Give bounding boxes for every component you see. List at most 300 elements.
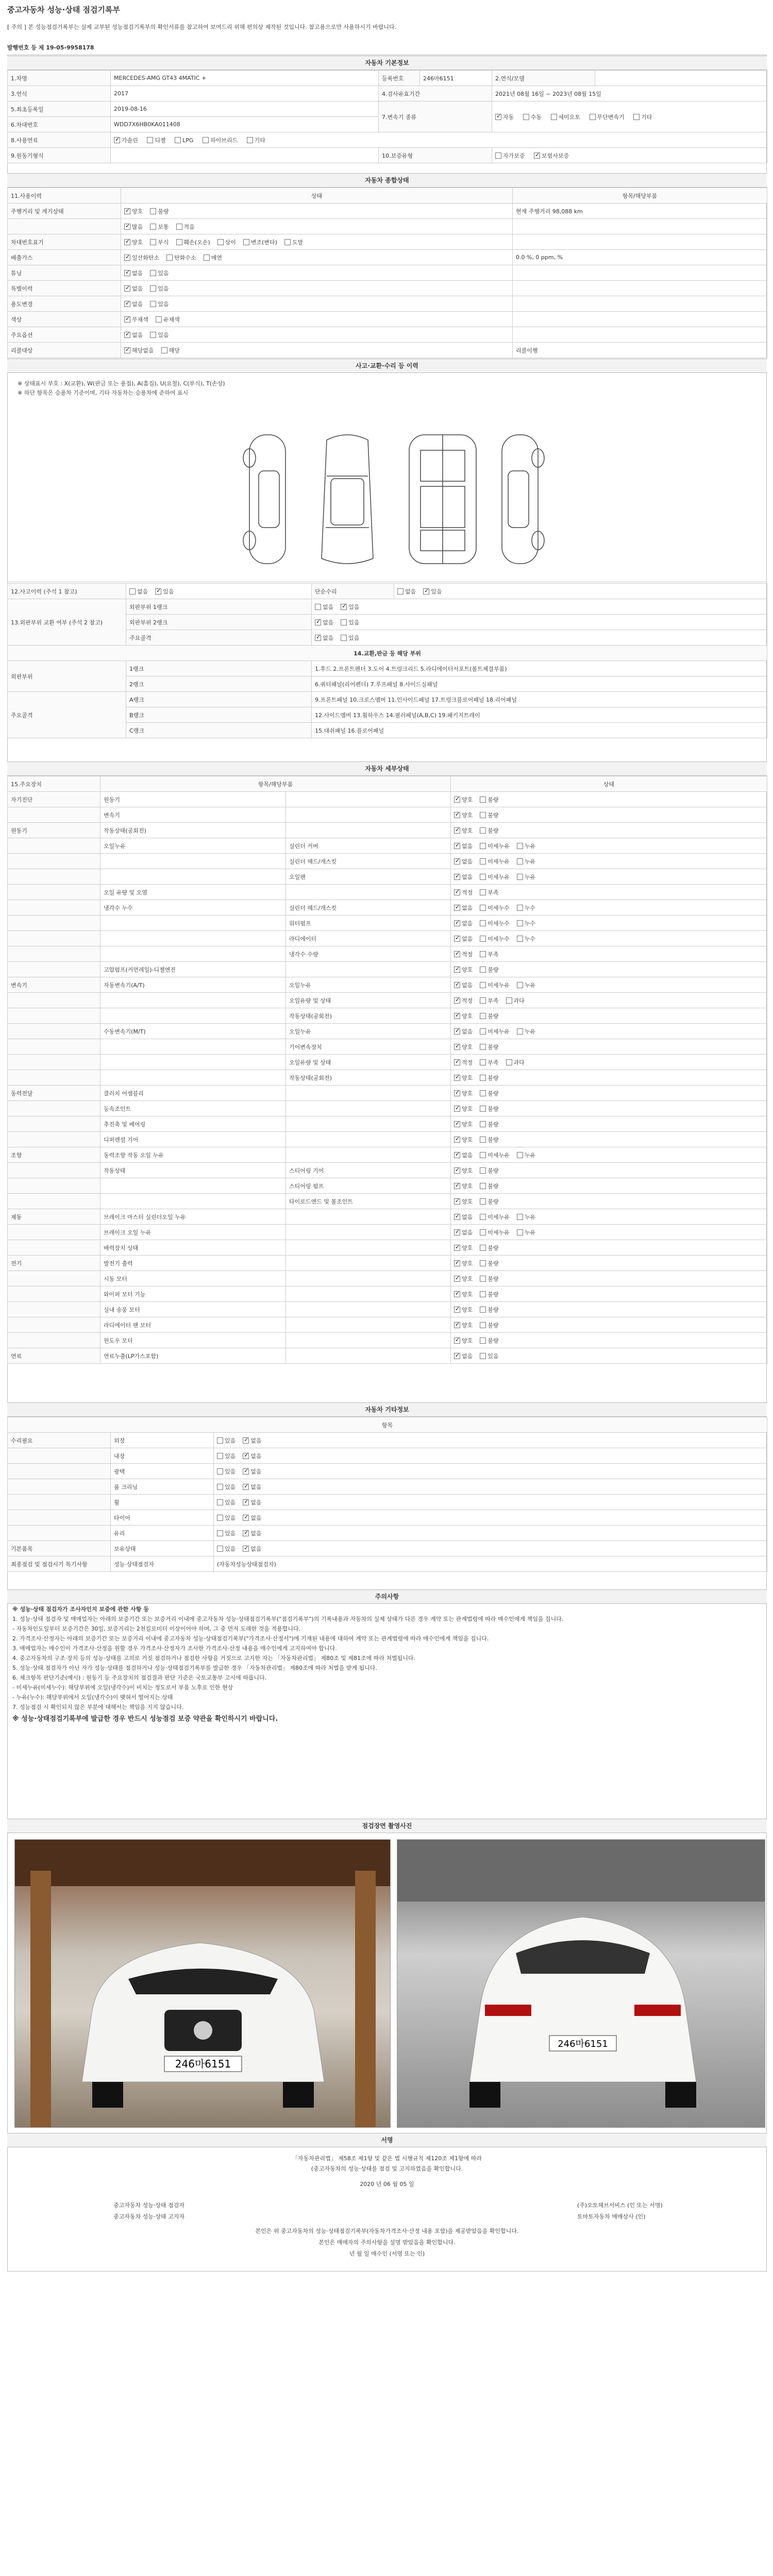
detail-group (8, 854, 100, 869)
detail-group (8, 1039, 100, 1055)
car-front-photo-icon (15, 1840, 391, 2128)
general-row-value: 리콜이행 (513, 343, 767, 358)
warranty-options: 자가보증 ✓ 보험사보증 (492, 148, 767, 163)
diagram-legend: ※ 상태표시 부호 : X(교환), W(판금 또는 용접), A(흠집), U(요철), C(부식), T(손상) ※ 하단 항목은 승용차 기준이며, 기타 자동차는 승용차에 준하여 표시 (18, 380, 225, 396)
checkbox-icon (480, 796, 486, 803)
checkbox-icon (517, 1214, 523, 1220)
checkbox-icon (480, 1322, 486, 1328)
checkbox-icon (155, 588, 161, 595)
detail-group (8, 1194, 100, 1209)
detail-subitem (286, 1302, 451, 1317)
detail-item: 작동상태 (100, 1163, 286, 1178)
checkbox-icon (166, 255, 173, 261)
label-car-name: 1.차명 (8, 71, 111, 86)
table-row: 냉각수 누수 실린더 헤드/개스킷 ✓ 없음 미세누수 누수 (8, 900, 767, 916)
checkbox-icon (204, 255, 210, 261)
section-photos: 점검장면 촬영사진 (7, 1819, 767, 1833)
detail-item (100, 1070, 286, 1086)
checkbox-icon (454, 936, 460, 942)
other-item: 외장 (111, 1433, 214, 1448)
checkbox-icon (217, 1453, 223, 1459)
checkbox-icon (454, 1229, 460, 1235)
general-row-label: 튜닝 (8, 265, 121, 281)
table-row: 주요옵션 ✓ 없음 있음 (8, 327, 767, 343)
general-row-label: 리콜대상 (8, 343, 121, 358)
checkbox-icon (176, 224, 182, 230)
general-row-value (513, 234, 767, 250)
checkbox-icon (454, 827, 460, 834)
checkbox-icon (454, 1307, 460, 1313)
checkbox-icon (454, 858, 460, 865)
checkbox-icon (506, 1059, 512, 1065)
checkbox-icon (480, 920, 486, 926)
car-right-side-icon (502, 435, 544, 564)
gen-h3: 항목/해당부품 (513, 188, 767, 204)
caution-line: - 미세누유(미세누수): 해당부위에 오일(냉각수)이 비치는 정도로서 부품 노후로 인한 현상 (12, 1684, 233, 1691)
general-row-label: 특별이력 (8, 281, 121, 296)
checkbox-icon (114, 137, 120, 143)
detail-item: 실내 송풍 모터 (100, 1302, 286, 1317)
checkbox-icon (217, 1484, 223, 1490)
table-row: 동력전달 클러치 어셈블리 ✓ 양호 불량 (8, 1086, 767, 1101)
table-row: 와이퍼 모터 기능 ✓ 양호 불량 (8, 1286, 767, 1302)
checkbox-icon (480, 1152, 486, 1158)
year-value: 2017 (111, 86, 379, 101)
checkbox-icon (150, 224, 156, 230)
checkbox-icon (454, 1106, 460, 1112)
detail-subitem: 작동상태(공회전) (286, 1008, 451, 1024)
rear-photo (397, 1839, 765, 2128)
checkbox-icon (397, 588, 404, 595)
basic-info-table (7, 70, 767, 163)
detail-item: 수동변속기(M/T) (100, 1024, 286, 1039)
checkbox-icon (480, 1337, 486, 1344)
detail-item: 변속기 (100, 807, 286, 823)
detail-subitem (286, 823, 451, 838)
detail-group (8, 1116, 100, 1132)
general-state-table (7, 188, 767, 358)
caution-line: 5. 성능·상태 점검자가 아닌 자가 성능·상태를 점검하거나 성능·상태점검기록부를 발급한 경우 「자동차관리법」 제80조에 따라 처벌을 받게 됩니다. (12, 1665, 377, 1671)
detail-item: 원동기 (100, 792, 286, 807)
checkbox-icon (147, 137, 153, 143)
sign-left: 중고자동차 성능·상태 점검자 중고자동차 성능·상태 고지자 (113, 2202, 185, 2220)
general-row-label: 주행거리 및 계기상태 (8, 204, 121, 219)
checkbox-icon (480, 1059, 486, 1065)
trans-auto: ✓ 자동 (495, 113, 514, 121)
checkbox-icon (480, 1106, 486, 1112)
checkbox-icon (454, 1059, 460, 1065)
table-row: 오일유량 및 상태 ✓ 적정 부족 과다 (8, 1055, 767, 1070)
car-name: MERCEDES-AMG GT43 4MATIC + (111, 71, 379, 86)
checkbox-icon (480, 812, 486, 818)
detail-table: 15.주요장치 항목/해당부품 상태 자기진단 원동기 ✓ 양호 불량 변속기 ✓ 양호 불량 원동기 작동상태(공회전) ✓ 양호 불량 오일누유 실린더 커버 ✓ 없음 미세누유 누유 실린더 헤드/개스킷 ✓ 없음 미세누유 누유 오일팬 ✓ 없음 미세누유 누유 오일 유량 및 오염 ✓ 적정 부족 냉각수 누수 실린더 헤드/개스킷 ✓ 없음 미세누수 누수 워터펌프 ✓ 없음 미세누수 누수 라디에이터 ✓ 없음 미세누수 누수 냉각수 수량 ✓ 적정 부족 고압펌프(커먼레일)-디젤엔진 ✓ 양호 불량 변속기 자동변속기(A/T) 오일누유 ✓ 없음 미세누유 누유 오일유량 및 상태 ✓ 적정 부족 과다 작동상태(공회전) ✓ 양호 불량 수동변속기(M/T) 오일누유 ✓ 없음 미세누유 누유 기어변속장치 ✓ 양호 불량 오일유량 및 상태 ✓ 적정 부족 과다 작동상태(공회전) ✓ 양호 불량 동력전달 클러치 어셈블리 ✓ 양호 불량 등속조인트 ✓ 양호 불량 추진축 및 베어링 ✓ 양호 불량 디퍼렌셜 기어 ✓ 양호 불량 조향 동력조향 작동 오일 누유 ✓ 없음 미세누유 누유 작동상태 스티어링 기어 ✓ 양호 불량 스티어링 펌프 ✓ 양호 불량 타이로드엔드 및 볼조인트 ✓ 양호 불량 제동 브레이크 마스터 실린더오일 누유 ✓ 없음 미세누유 누유 브레이크 오일 누유 ✓ 없음 미세누유 누유 배력장치 상태 ✓ 양호 불량 전기 발전기 출력 ✓ 양호 불량 시동 모터 ✓ 양호 불량 와이퍼 모터 기능 ✓ 양호 불량 실내 송풍 모터 ✓ 양호 불량 라디에이터 팬 모터 ✓ 양호 불량 윈도우 모터 ✓ 양호 불량 연료 연료누출(LP가스포함) ✓ 없음 있음 (7, 776, 767, 1364)
checkbox-icon (124, 255, 130, 261)
detail-item (100, 1055, 286, 1070)
table-row: 유리 있음✓ 없음 (8, 1526, 767, 1541)
checkbox-icon (243, 1453, 249, 1459)
table-row: 튜닝 ✓ 없음 있음 (8, 265, 767, 281)
general-row-label: 배출가스 (8, 250, 121, 265)
table-row: 내장 있음✓ 없음 (8, 1448, 767, 1464)
other-group (8, 1510, 111, 1526)
table-row: 등속조인트 ✓ 양호 불량 (8, 1101, 767, 1116)
detail-item: 시동 모터 (100, 1271, 286, 1286)
checkbox-icon (551, 114, 557, 120)
detail-item: 브레이크 마스터 실린더오일 누유 (100, 1209, 286, 1225)
detail-subitem (286, 1317, 451, 1333)
table-row: 디퍼렌셜 기어 ✓ 양호 불량 (8, 1132, 767, 1147)
detail-group (8, 1178, 100, 1194)
table-row: 변속기 자동변속기(A/T) 오일누유 ✓ 없음 미세누유 누유 (8, 977, 767, 993)
general-row-label: 색상 (8, 312, 121, 327)
checkbox-icon (495, 152, 501, 159)
checkbox-icon (217, 1515, 223, 1521)
checkbox-icon (454, 812, 460, 818)
sign-block: 「자동차관리법」 제58조 제1항 및 같은 법 시행규칙 제120조 제1항에 따라 (중고자동차의 성능·상태를 점검 및 고지하였음을 확인합니다. 2020 년 06 월 05 일 (292, 2155, 482, 2188)
detail-item (100, 993, 286, 1008)
label-plate: 등록번호 (379, 71, 420, 86)
caution-line: 3. 매매업자는 매수인이 가격조사·산정을 원할 경우 가격조사·산정자가 조사한 가격조사·산정 내용을 매수인에게 고지하여야 합니다. (12, 1645, 337, 1652)
detail-group (8, 1101, 100, 1116)
checkbox-icon (480, 997, 486, 1004)
checkbox-icon (454, 920, 460, 926)
checkbox-icon (284, 239, 291, 245)
general-row-value (513, 265, 767, 281)
detail-group (8, 962, 100, 977)
label-accident: 12.사고이력 (주석 1 참고) (8, 584, 126, 599)
detail-group: 자기진단 (8, 792, 100, 807)
label-trans: 7.변속기 종류 (379, 101, 492, 132)
other-item: 보유상태 (111, 1541, 214, 1556)
checkbox-icon (517, 982, 523, 988)
detail-group: 원동기 (8, 823, 100, 838)
table-row: 고압펌프(커먼레일)-디젤엔진 ✓ 양호 불량 (8, 962, 767, 977)
detail-item: 발전기 출력 (100, 1256, 286, 1271)
detail-subitem (286, 1256, 451, 1271)
detail-item: 디퍼렌셜 기어 (100, 1132, 286, 1147)
checkbox-icon (217, 1530, 223, 1536)
other-group (8, 1464, 111, 1479)
checkbox-icon (480, 1090, 486, 1096)
caution-line: ※ 성능·상태 점검자가 조사자인지 보증에 관한 사항 등 (12, 1606, 149, 1613)
detail-subitem: 오일유량 및 상태 (286, 993, 451, 1008)
checkbox-icon (341, 619, 347, 625)
caution-line: 7. 성능점검 시 확인되지 않은 부분에 대해서는 책임을 지지 않습니다. (12, 1704, 184, 1710)
general-row-value (513, 281, 767, 296)
label-valid: 4.검사유효기간 (379, 86, 492, 101)
checkbox-icon (523, 114, 529, 120)
detail-group (8, 1132, 100, 1147)
detail-item: 등속조인트 (100, 1101, 286, 1116)
checkbox-icon (534, 152, 540, 159)
plate-number: 246마6151 (420, 71, 492, 86)
checkbox-icon (454, 967, 460, 973)
detail-group (8, 1163, 100, 1178)
checkbox-icon (480, 1013, 486, 1019)
checkbox-icon (480, 1307, 486, 1313)
checkbox-icon (454, 951, 460, 957)
checkbox-icon (124, 239, 130, 245)
checkbox-icon (454, 1276, 460, 1282)
checkbox-icon (454, 1152, 460, 1158)
checkbox-icon (124, 316, 130, 323)
detail-item (100, 946, 286, 962)
general-row-label: 차대번호표기 (8, 234, 121, 250)
detail-item: 와이퍼 모터 기능 (100, 1286, 286, 1302)
other-group (8, 1479, 111, 1495)
gen-h2: 상태 (121, 188, 513, 204)
label-reg: 5.최초등록일 (8, 101, 111, 117)
checkbox-icon (124, 347, 130, 353)
other-item: 룸 크리닝 (111, 1479, 214, 1495)
checkbox-icon (341, 604, 347, 610)
table-row: 기어변속장치 ✓ 양호 불량 (8, 1039, 767, 1055)
checkbox-icon (454, 1137, 460, 1143)
detail-subitem: 작동상태(공회전) (286, 1070, 451, 1086)
detail-subitem (286, 1348, 451, 1364)
general-row-value (513, 219, 767, 234)
checkbox-icon (124, 224, 130, 230)
table-row: 배출가스 ✓ 일산화탄소 탄화수소 매연 0.0 %, 0 ppm, % (8, 250, 767, 265)
section-accident: 사고·교환·수리 등 이력 (7, 359, 767, 373)
accident-table: 12.사고이력 (주석 1 참고) 없음✓ 있음 단순수리 없음✓ 있음 13.외판부위 교환 여부 (주석 2 참고) 외판부위 1랭크 없음✓ 있음 외판부위 2랭크 ✓ 없음 있음 주요골격 ✓ 없음 있음 14.교환,판금 등 해당 부위 외판부위 1랭크 1.후드 2.프론트펜더 3.도어 4.트렁크리드 5.라디에이터서포트(볼트체결부품) 2랭크 6.쿼터패널(리어펜더) 7.루프패널 8.사이드실패널 주요골격 A랭크 9.프론트패널 10.크로스멤버 11.인사이드패널 17.트렁크플로어패널 18.리어패널 B랭크 12.사이드멤버 13.휠하우스 14.필러패널(A,B,C) 19.패키지트레이 C랭크 15.대쉬패널 16.플로어패널 (7, 583, 767, 738)
detail-item (100, 1039, 286, 1055)
section-basic-info: 자동차 기본정보 (7, 56, 767, 70)
checkbox-icon (454, 1013, 460, 1019)
label-engine: 9.원동기형식 (8, 148, 111, 163)
caution-line: 6. 체크항목 판단기준(예시) : 원동기 등 주요장치의 점검결과 판단 기준은 국토교통부 고시에 따릅니다. (12, 1674, 267, 1681)
checkbox-icon (480, 1260, 486, 1266)
table-row: 배력장치 상태 ✓ 양호 불량 (8, 1240, 767, 1256)
checkbox-icon (480, 1198, 486, 1205)
other-group: 수리필요 (8, 1433, 111, 1448)
table-row: 용도변경 ✓ 없음 있음 (8, 296, 767, 312)
checkbox-icon (243, 1437, 249, 1444)
table-row: 주행거리 및 계기상태 ✓ 양호 불량 현재 주행거리 98,088 km (8, 204, 767, 219)
table-row: 특별이력 ✓ 없음 있음 (8, 281, 767, 296)
checkbox-icon (454, 1322, 460, 1328)
detail-subitem (286, 1116, 451, 1132)
detail-group: 제동 (8, 1209, 100, 1225)
checkbox-icon (480, 1229, 486, 1235)
detail-group (8, 1302, 100, 1317)
checkbox-icon (517, 905, 523, 911)
detail-group: 연료 (8, 1348, 100, 1364)
table-row: 브레이크 오일 누유 ✓ 없음 미세누유 누유 (8, 1225, 767, 1240)
detail-subitem (286, 1333, 451, 1348)
detail-item: 동력조향 작동 오일 누유 (100, 1147, 286, 1163)
checkbox-icon (454, 843, 460, 849)
document-title: 중고자동차 성능·상태 점검기록부 (7, 5, 121, 14)
detail-group (8, 1317, 100, 1333)
table-row: 윈도우 모터 ✓ 양호 불량 (8, 1333, 767, 1348)
checkbox-icon (124, 301, 130, 307)
detail-subitem: 라디에이터 (286, 931, 451, 946)
checkbox-icon (176, 239, 182, 245)
detail-subitem: 스티어링 펌프 (286, 1178, 451, 1194)
model-value (595, 71, 767, 86)
table-row: 시동 모터 ✓ 양호 불량 (8, 1271, 767, 1286)
checkbox-icon (454, 1214, 460, 1220)
checkbox-icon (517, 1028, 523, 1035)
caution-line: 2. 가격조사·산정자는 아래의 보증기간 또는 보증거리 이내에 중고자동차 성능·상태점검기록부("가격조사·산정서")에 기재된 내용에 대하여 계약 또는 관계법령에 따라 매수인에게 책임을 집니다. (12, 1635, 489, 1642)
checkbox-icon (454, 1337, 460, 1344)
checkbox-icon (150, 239, 156, 245)
detail-item: 라디에이터 팬 모터 (100, 1317, 286, 1333)
detail-subitem: 오일팬 (286, 869, 451, 885)
checkbox-icon (495, 114, 501, 120)
label-owner-notes: 최종점검 및 점검시기 특기사항 (8, 1556, 111, 1572)
checkbox-icon (480, 1028, 486, 1035)
detail-subitem (286, 807, 451, 823)
car-top-view-icon (322, 435, 373, 564)
detail-subitem (286, 1240, 451, 1256)
detail-subitem: 타이로드엔드 및 볼조인트 (286, 1194, 451, 1209)
checkbox-icon (454, 1198, 460, 1205)
other-table: 항목 수리필요 외장 있음✓ 없음 내장 있음✓ 없음 광택 있음✓ 없음 룸 크리닝 있음✓ 없음 휠 있음✓ 없음 타이어 있음✓ 없음 유리 있음✓ 없음 기본품목 보유상태 있음✓ 없음 최종점검 및 점검시기 특기사항 성능·상태점검자 (자동차성능상태점검자) (7, 1417, 767, 1572)
other-group (8, 1526, 111, 1541)
section-detail: 자동차 세부상태 (7, 761, 767, 776)
section-other: 자동차 기타정보 (7, 1402, 767, 1417)
checkbox-icon (454, 1044, 460, 1050)
car-outline-diagram (7, 373, 767, 582)
section-sign: 서명 (7, 2133, 767, 2147)
checkbox-icon (454, 889, 460, 895)
checkbox-icon (517, 858, 523, 865)
table-row: ✓많음 보통 적음 (8, 219, 767, 234)
detail-subitem (286, 1225, 451, 1240)
detail-subitem: 스티어링 기어 (286, 1163, 451, 1178)
table-row: 연료 연료누출(LP가스포함) ✓ 없음 있음 (8, 1348, 767, 1364)
table-row: 오일 유량 및 오염 ✓ 적정 부족 (8, 885, 767, 900)
detail-group (8, 869, 100, 885)
general-row-value (513, 296, 767, 312)
label-year: 3.연식 (8, 86, 111, 101)
document-number: 발행번호 등 제 19-05-9958178 (7, 44, 94, 51)
table-row: 룸 크리닝 있음✓ 없음 (8, 1479, 767, 1495)
checkbox-icon (315, 619, 321, 625)
other-group (8, 1495, 111, 1510)
detail-item: 클러치 어셈블리 (100, 1086, 286, 1101)
car-rear-photo-icon (397, 1840, 765, 2128)
detail-group: 조향 (8, 1147, 100, 1163)
table-row: 색상 ✓ 무채색 유채색 (8, 312, 767, 327)
checkbox-icon (150, 270, 156, 276)
general-row-value: 현재 주행거리 98,088 km (513, 204, 767, 219)
detail-item (100, 931, 286, 946)
table-row: 변속기 ✓ 양호 불량 (8, 807, 767, 823)
detail-subitem (286, 1132, 451, 1147)
general-row-label (8, 219, 121, 234)
detail-item: 윈도우 모터 (100, 1333, 286, 1348)
checkbox-icon (341, 635, 347, 641)
table-row: 차대번호표기 ✓ 양호 부식 훼손(오손) 상이 변조(변타) 도말 (8, 234, 767, 250)
trans-options: ✓ 자동 수동 세미오토 무단변속기 기타 (492, 101, 767, 132)
checkbox-icon (217, 1499, 223, 1505)
checkbox-icon (480, 967, 486, 973)
detail-item: 오일누유 (100, 838, 286, 854)
checkbox-icon (150, 208, 156, 214)
vin-value: WDD7X6HB0KA011408 (111, 117, 379, 132)
rear-plate-text: 246마6151 (558, 2039, 608, 2049)
table-row: 수리필요 외장 있음✓ 없음 (8, 1433, 767, 1448)
checkbox-icon (480, 1167, 486, 1174)
checkbox-icon (454, 1121, 460, 1127)
checkbox-icon (315, 604, 321, 610)
detail-subitem (286, 1101, 451, 1116)
checkbox-icon (243, 1546, 249, 1552)
checkbox-icon (517, 1229, 523, 1235)
label-fuel: 8.사용연료 (8, 132, 111, 148)
detail-group (8, 1008, 100, 1024)
detail-group (8, 1225, 100, 1240)
checkbox-icon (480, 951, 486, 957)
checkbox-icon (480, 1276, 486, 1282)
checkbox-icon (247, 137, 253, 143)
detail-subitem (286, 1147, 451, 1163)
car-underbody-icon (409, 435, 476, 564)
detail-group (8, 1055, 100, 1070)
checkbox-icon (517, 1152, 523, 1158)
table-row: 조향 동력조향 작동 오일 누유 ✓ 없음 미세누유 누유 (8, 1147, 767, 1163)
caution-bold: ※ 성능·상태점검기록부에 발급한 경우 반드시 성능점검 보증 약관을 확인하시기 바랍니다. (12, 1715, 278, 1723)
label-vin: 6.차대번호 (8, 117, 111, 132)
general-row-value: 0.0 %, 0 ppm, % (513, 250, 767, 265)
caution-line: 4. 중고자동차의 구조·장치 등의 성능·상태를 고의로 거짓 점검하거나 점검한 사항을 거짓으로 고지한 자는 「자동차관리법」 제80조 및 제81조에 따라 처벌됩니다. (12, 1655, 416, 1662)
detail-item: 배력장치 상태 (100, 1240, 286, 1256)
general-row-label: 용도변경 (8, 296, 121, 312)
detail-subitem (286, 1286, 451, 1302)
checkbox-icon (480, 905, 486, 911)
reg-value: 2019-08-16 (111, 101, 379, 117)
checkbox-icon (517, 920, 523, 926)
table-row: 오일팬 ✓ 없음 미세누유 누유 (8, 869, 767, 885)
detail-subitem (286, 792, 451, 807)
detail-subitem: 기어변속장치 (286, 1039, 451, 1055)
detail-group (8, 931, 100, 946)
table-row: 자기진단 원동기 ✓ 양호 불량 (8, 792, 767, 807)
table-row: 라디에이터 ✓ 없음 미세누수 누수 (8, 931, 767, 946)
checkbox-icon (454, 1353, 460, 1359)
detail-group (8, 1271, 100, 1286)
checkbox-icon (243, 239, 249, 245)
detail-group: 변속기 (8, 977, 100, 993)
section-general-state: 자동차 종합상태 (7, 173, 767, 188)
checkbox-icon (454, 1167, 460, 1174)
detail-group (8, 1240, 100, 1256)
other-item: 내장 (111, 1448, 214, 1464)
general-row-value (513, 327, 767, 343)
detail-subitem: 오일누유 (286, 1024, 451, 1039)
checkbox-icon (243, 1484, 249, 1490)
checkbox-icon (161, 347, 167, 353)
checkbox-icon (315, 635, 321, 641)
detail-group: 동력전달 (8, 1086, 100, 1101)
checkbox-icon (517, 874, 523, 880)
checkbox-icon (454, 796, 460, 803)
front-plate-text: 246마6151 (175, 2058, 231, 2070)
checkbox-icon (480, 1353, 486, 1359)
checkbox-icon (480, 1075, 486, 1081)
other-item: 유리 (111, 1526, 214, 1541)
detail-item (100, 869, 286, 885)
label-outer-exchange: 13.외판부위 교환 여부 (주석 2 참고) (8, 599, 126, 646)
table-row: 휠 있음✓ 없음 (8, 1495, 767, 1510)
caution-notes (12, 1605, 760, 1724)
other-item: 휠 (111, 1495, 214, 1510)
car-left-side-icon (243, 435, 285, 564)
caution-line: - 누유(누수): 해당부위에서 오일(냉각수)이 맺혀서 떨어지는 상태 (12, 1694, 173, 1701)
